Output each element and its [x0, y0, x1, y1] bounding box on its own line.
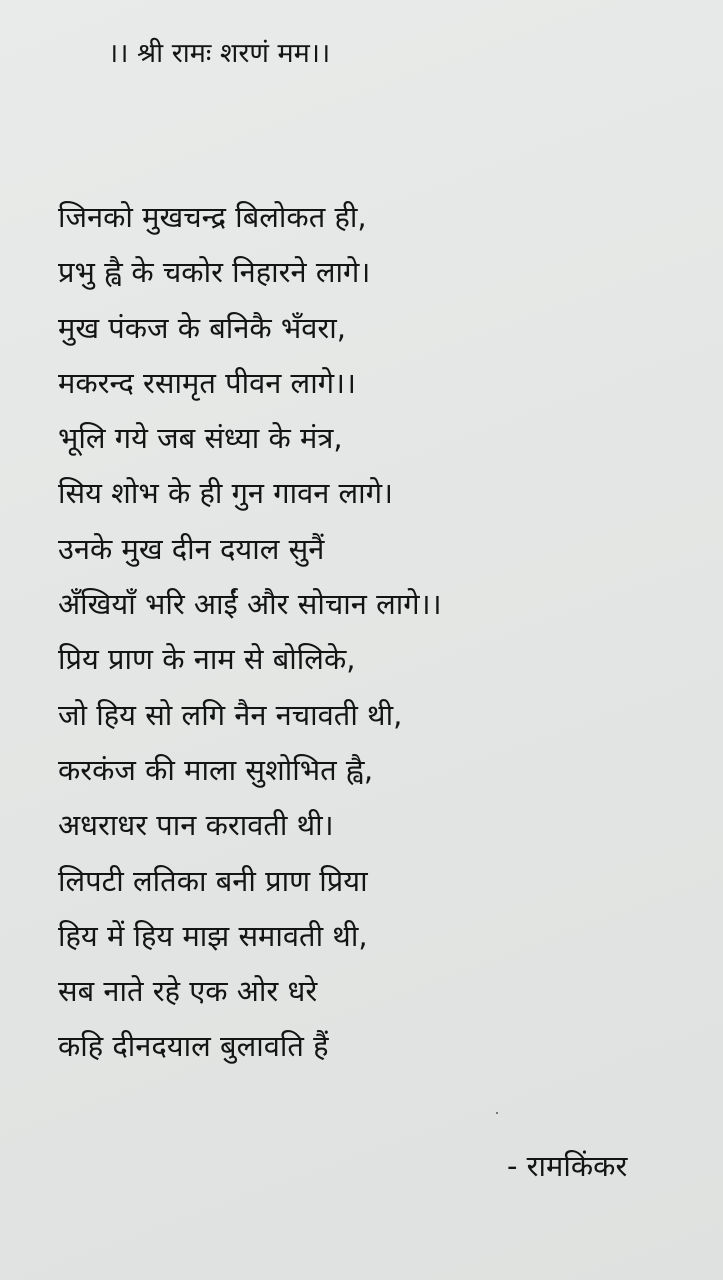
poem-line: कहि दीनदयाल बुलावति हैं [58, 1029, 329, 1064]
poem-line: सिय शोभ के ही गुन गावन लागे। [58, 476, 394, 511]
poem-line: जिनको मुखचन्द्र बिलोकत ही, [58, 200, 367, 234]
poem-line: लिपटी लतिका बनी प्राण प्रिया [58, 863, 368, 898]
poem-line: सब नाते रहे एक ओर धरे [58, 974, 318, 1009]
author-signature: - रामकिंकर [507, 1149, 628, 1183]
poem-line: जो हिय सो लगि नैन नचावती थी, [58, 697, 403, 732]
poem-line: अधराधर पान करावती थी। [58, 808, 334, 843]
poem-line: मुख पंकज के बनिकै भँवरा, [58, 310, 347, 345]
poem-line: प्रभु ह्वै के चकोर निहारने लागे। [58, 255, 371, 290]
poem-line: हिय में हिय माझ समावती थी, [58, 918, 368, 953]
poem-line: प्रिय प्राण के नाम से बोलिके, [58, 642, 356, 677]
poem-line: करकंज की माला सुशोभित ह्वै, [58, 752, 374, 787]
poem-line: भूलि गये जब संध्या के मंत्र, [58, 421, 343, 456]
paper-speck [496, 1112, 498, 1114]
invocation-heading: ।। श्री रामः शरणं मम।। [108, 38, 331, 69]
poem-body [58, 190, 442, 1075]
poem-line: अँखियाँ भरि आईं और सोचान लागे।। [58, 587, 442, 622]
poem-line: उनके मुख दीन दयाल सुनैं [58, 531, 325, 566]
poem-line: मकरन्द रसामृत पीवन लागे।। [58, 365, 357, 400]
